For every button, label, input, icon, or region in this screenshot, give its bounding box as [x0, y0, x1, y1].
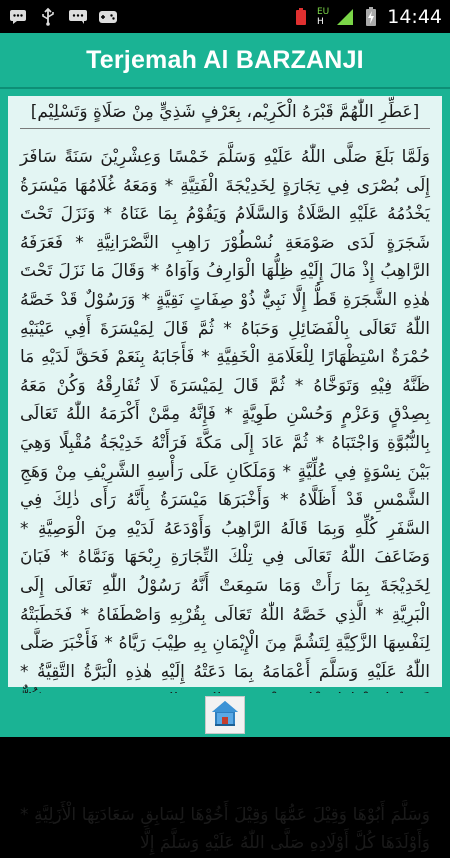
status-bar: [0, 0, 450, 33]
network-type-label: EU H: [316, 6, 330, 27]
home-icon: [210, 699, 240, 731]
app-header: [0, 33, 450, 89]
arabic-body-text: وَلَمَّا بَلَغَ صَلَّى اللّٰهُ عَلَيْهِ وَسَلَّمَ خَمْسًا وَعِشْرِيْنَ سَنَةً سَافَرَ إِلَى بُصْرَى فِي تِجَارَةٍ لِخَدِيْجَةَ الْفَتِيَّةِ * وَمَعَهُ غُلَامُهَا مَيْسَرَةُ يَخْدُمُهُ عَلَيْهِ الصَّلَاةُ وَالسَّلَامُ وَيَقُوْمُ بِمَا عَنَاهُ * وَنَزَلَ تَحْتَ شَجَرَةٍ لَدَى صَوْمَعَةِ نُسْطُوْرَ رَاهِبِ النَّصْرَانِيَّةِ * فَعَرَفَهُ الرَّاهِبُ إِذْ مَالَ إِلَيْهِ ظِلُّهَا الْوَارِفُ وَآوَاهُ * وَقَالَ مَا نَزَلَ تَحْتَ هٰذِهِ الشَّجَرَةِ قَطُّ إِلَّا نَبِيٌّ ذُوْ صِفَاتٍ نَقِيَّةٍ * وَرَسُوْلٌ قَدْ خَصَّهُ اللّٰهُ تَعَالَى بِالْفَضَائِلِ وَحَبَاهُ * ثُمَّ قَالَ لِمَيْسَرَةَ أَفِي عَيْنَيْهِ حُمْرَةٌ اسْتِظْهَارًا لِلْعَلَامَةِ الْخَفِيَّةِ * فَأَجَابَهُ بِنَعَمْ فَحَقَّ لَدَيْهِ مَا ظَنَّهُ فِيْهِ وَتَوَخَّاهُ * ثُمَّ قَالَ لِمَيْسَرَةَ لَا تُفَارِقْهُ وَكُنْ مَعَهُ بِصِدْقٍ وَعَزْمٍ وَحُسْنِ طَوِيَّةٍ * فَإِنَّهُ مِمَّنْ أَكْرَمَهُ اللّٰهُ تَعَالَى بِالنُّبُوَّةِ وَاجْتَبَاهُ * ثُمَّ عَادَ إِلَى مَكَّةَ فَرَأَتْهُ خَدِيْجَةُ مُقْبِلًا وَهِيَ بَيْنَ نِسْوَةٍ فِي عُلِّيَّةٍ * وَمَلَكَانِ عَلَى رَأْسِهِ الشَّرِيْفِ مِنْ وَهَجِ الشَّمْسِ قَدْ أَظَلَّاهُ * وَأَخْبَرَهَا مَيْسَرَةُ بِأَنَّهُ رَأَى ذٰلِكَ فِي السَّفَرِ كُلِّهِ وَبِمَا قَالَهُ الرَّاهِبُ وَأَوْدَعَهُ لَدَيْهِ مِنَ الْوَصِيَّةِ * وَضَاعَفَ اللّٰهُ تَعَالَى فِي تِلْكَ التِّجَارَةِ رِبْحَهَا وَنَمَّاهُ * فَبَانَ لِخَدِيْجَةَ بِمَا رَأَتْ وَمَا سَمِعَتْ أَنَّهُ رَسُوْلُ اللّٰهِ تَعَالَى إِلَى الْبَرِيَّةِ * الَّذِي خَصَّهُ اللّٰهُ تَعَالَى بِقُرْبِهِ وَاصْطَفَاهُ * فَخَطَبَتْهُ لِنَفْسِهَا الزَّكِيَّةِ لِتَشُمَّ مِنَ الْإِيْمَانِ بِهِ طِيْبَ رَيَّاهُ * فَأَخْبَرَ صَلَّى اللّٰهُ عَلَيْهِ وَسَلَّمَ أَعْمَامَهُ بِمَا دَعَتْهُ إِلَيْهِ هٰذِهِ الْبَرَّةُ التَّقِيَّةُ * وَسَلَّمَ أَبُوْهَا وَقِيْلَ عَمُّهَا وَقِيْلَ أَخُوْهَا لِسَابِقِ سَعَادَتِهَا الْأَزَلِيَّةِ * وَأَوْلَدَهَا كُلَّ أَوْلَادِهِ صَلَّى اللّٰهُ عَلَيْهِ وَسَلَّمَ إِلَّا: [20, 147, 430, 854]
usb-icon: [38, 8, 58, 26]
gamepad-icon: [98, 8, 118, 26]
navigation-area: [0, 737, 450, 800]
heading-divider: [20, 128, 430, 129]
bottom-bar: [0, 693, 450, 737]
signal-icon: [335, 8, 355, 26]
status-right-icons: [291, 6, 450, 28]
home-button[interactable]: [205, 696, 245, 734]
message-icon: [68, 8, 88, 26]
section-heading: [عَطِّرِ اللّٰهُمَّ قَبْرَهُ الْكَرِيْم، بِعَرْفٍ شَذِيٍّ مِنْ صَلَاةٍ وَتَسْلِيْم]: [30, 102, 420, 122]
app-title: Terjemah Al BARZANJI: [86, 45, 364, 74]
charging-battery-icon: [361, 8, 381, 26]
chat-bubble-icon: [8, 8, 28, 26]
status-clock: 14:44: [387, 5, 442, 28]
battery-red-icon: [291, 8, 311, 26]
scroll-content[interactable]: [8, 96, 442, 854]
status-left-icons: [0, 8, 118, 26]
content-frame: [0, 89, 450, 854]
